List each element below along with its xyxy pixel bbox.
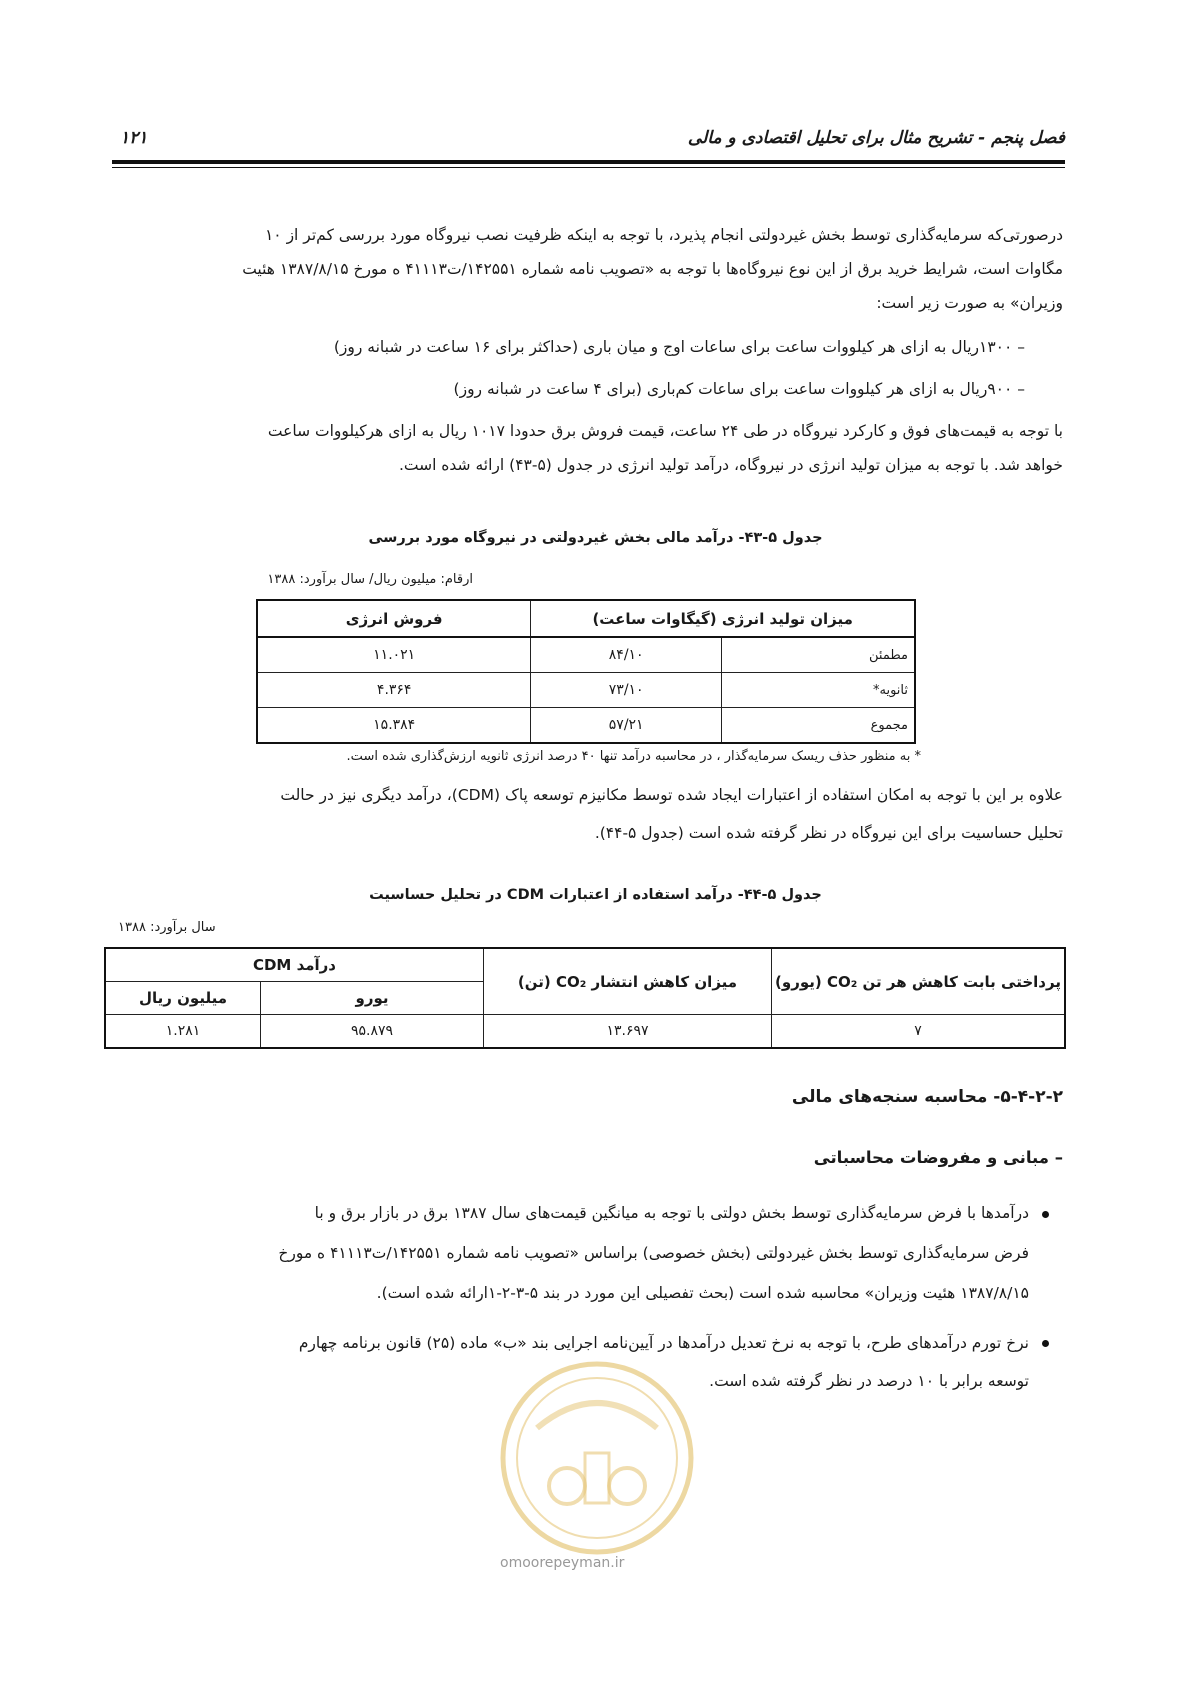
production-cell: ۵۷/۲۱ — [531, 708, 722, 744]
price-item-peak: – ۱۳۰۰ریال به ازای هر کیلووات ساعت برای ساعات اوج و میان باری (حداکثر برای ۱۶ ساعت در شبانه روز) — [333, 338, 1025, 356]
middle-line-2: تحلیل حساسیت برای این نیروگاه در نظر گرفته شده است (جدول ۵-۴۴). — [594, 824, 1063, 842]
table2-header-rial: میلیون ریال — [105, 982, 261, 1015]
bullet1-line-3: ۱۳۸۷/۸/۱۵ هئیت وزیران» محاسبه شده است (بحث تفصیلی این مورد در بند ۵-۳-۲-۱ارائه شده است). — [376, 1284, 1029, 1302]
intro-line-2: مگاوات است، شرایط خرید برق از این نوع نیروگاه‌ها با توجه به «تصویب نامه شماره ۱۴۲۵۵۱/ت۴۱۱۱۳ ه مورخ ۱۳۸۷/۸/۱۵ هئیت — [242, 260, 1063, 278]
page-number: ۱۲۱ — [120, 128, 148, 148]
table2 — [104, 947, 1066, 1049]
bullet-dot — [1042, 1340, 1049, 1347]
euro-cell: ۹۵.۸۷۹ — [261, 1015, 484, 1049]
header-rule — [112, 160, 1065, 164]
rial-cell: ۱.۲۸۱ — [105, 1015, 261, 1049]
intro-line-1: درصورتی‌که سرمایه‌گذاری توسط بخش غیردولتی انجام پذیرد، با توجه به اینکه ظرفیت نصب نیروگاه مورد بررسی کم‌تر از ۱۰ — [264, 226, 1063, 244]
middle-line-1: علاوه بر این با توجه به امکان استفاده از اعتبارات ایجاد شده توسط مکانیزم توسعه پاک (CDM)، درآمد دیگری نیز در حالت — [280, 786, 1063, 804]
bullet-dot — [1042, 1211, 1049, 1218]
table-row — [257, 708, 915, 744]
intro-line-5: خواهد شد. با توجه به میزان تولید انرژی در نیروگاه، درآمد تولید انرژی در جدول (۵-۴۳) ارائه شده است. — [398, 456, 1063, 474]
watermark-seal-icon — [497, 1358, 697, 1558]
bullet1-line-1: درآمدها با فرض سرمایه‌گذاری توسط بخش دولتی با توجه به میانگین قیمت‌های سال ۱۳۸۷ برق در بازار برق و با — [314, 1204, 1029, 1222]
production-cell: ۸۴/۱۰ — [531, 637, 722, 673]
sales-cell: ۱۵.۳۸۴ — [257, 708, 531, 744]
section-subheading: – مبانی و مفروضات محاسباتی — [813, 1148, 1063, 1167]
section-heading: ۵-۴-۲-۲- محاسبه سنجه‌های مالی — [791, 1087, 1063, 1107]
sales-cell: ۴.۳۶۴ — [257, 673, 531, 708]
table1-header-sales: فروش انرژی — [257, 600, 531, 637]
bullet1-line-2: فرض سرمایه‌گذاری توسط بخش غیردولتی (بخش خصوصی) براساس «تصویب نامه شماره ۱۴۲۵۵۱/ت۴۱۱۱۳ ه مورخ — [278, 1244, 1029, 1262]
table-row — [257, 637, 915, 673]
table2-unit-note: سال برآورد: ۱۳۸۸ — [118, 920, 216, 935]
chapter-title: فصل پنجم - تشریح مثال برای تحلیل اقتصادی و مالی — [687, 128, 1065, 148]
table2-header-euro: یورو — [261, 982, 484, 1015]
row-label: ثانویه* — [722, 673, 916, 708]
intro-line-3: وزیران» به صورت زیر است: — [876, 294, 1063, 312]
table2-caption: جدول ۵-۴۴- درآمد استفاده از اعتبارات CDM در تحلیل حساسیت — [369, 887, 822, 903]
table-row — [257, 673, 915, 708]
payment-cell: ۷ — [772, 1015, 1066, 1049]
row-label: مجموع — [722, 708, 916, 744]
table1-caption: جدول ۵-۴۳- درآمد مالی بخش غیردولتی در نیروگاه مورد بررسی — [368, 530, 823, 546]
reduction-cell: ۱۳.۶۹۷ — [484, 1015, 772, 1049]
table1-unit-note: ارقام: میلیون ریال/ سال برآورد: ۱۳۸۸ — [267, 572, 473, 587]
row-label: مطمئن — [722, 637, 916, 673]
table2-header-payment: پرداختی بابت کاهش هر تن CO₂ (یورو) — [772, 948, 1066, 1015]
sales-cell: ۱۱.۰۲۱ — [257, 637, 531, 673]
table1-header-production: میزان تولید انرژی (گیگاوات ساعت) — [531, 600, 915, 637]
table1-footnote: * به منظور حذف ریسک سرمایه‌گذار ، در محاسبه درآمد تنها ۴۰ درصد انرژی ثانویه ارزش‌گذاری شده است. — [346, 749, 921, 764]
table2-header-reduction: میزان کاهش انتشار CO₂ (تن) — [484, 948, 772, 1015]
bullet2-line-1: نرخ تورم درآمدهای طرح، با توجه به نرخ تعدیل درآمدها در آیین‌نامه اجرایی بند «ب» ماده (۲۵) قانون برنامه چهارم — [298, 1334, 1029, 1352]
production-cell: ۷۳/۱۰ — [531, 673, 722, 708]
table1 — [256, 599, 916, 744]
header-rule-thin — [112, 167, 1065, 168]
table-row — [105, 1015, 1065, 1049]
intro-line-4: با توجه به قیمت‌های فوق و کارکرد نیروگاه در طی ۲۴ ساعت، قیمت فروش برق حدودا ۱۰۱۷ ریال به ازای هرکیلووات ساعت — [267, 422, 1063, 440]
price-item-offpeak: – ۹۰۰ریال به ازای هر کیلووات ساعت برای ساعات کم‌باری (برای ۴ ساعت در شبانه روز) — [453, 380, 1025, 398]
watermark-site: omoorepeyman.ir — [500, 1555, 625, 1571]
table2-header-cdm: درآمد CDM — [105, 948, 484, 982]
page-header — [112, 128, 1065, 152]
bullet2-line-2: توسعه برابر با ۱۰ درصد در نظر گرفته شده است. — [709, 1372, 1029, 1390]
